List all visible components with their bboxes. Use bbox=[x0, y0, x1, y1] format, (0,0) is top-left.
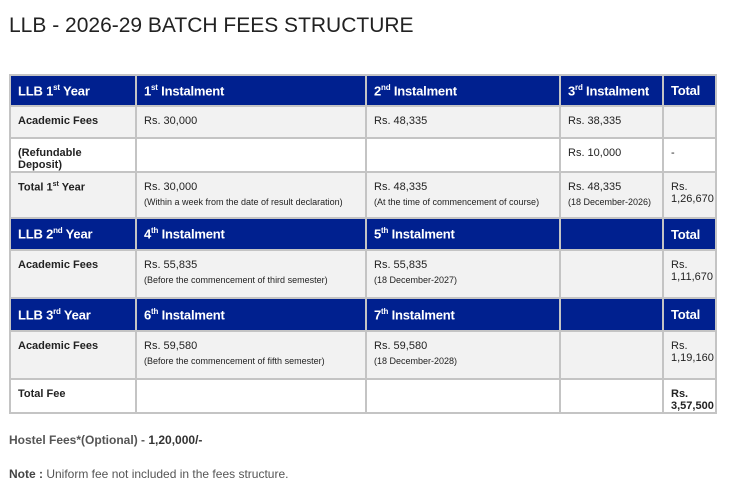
empty-cell bbox=[560, 379, 663, 413]
year3-header-label: LLB 3rd Year bbox=[10, 298, 136, 331]
note-label: Note : bbox=[9, 467, 43, 481]
inst1-amount: Rs. 55,835 bbox=[144, 259, 198, 271]
year3-academic-row bbox=[10, 331, 716, 379]
inst1-cell bbox=[136, 331, 366, 379]
grand-total-row bbox=[10, 379, 716, 413]
year1-deposit-row bbox=[10, 138, 716, 172]
year1-header-inst3: 3rd Instalment bbox=[560, 75, 663, 106]
total-amount bbox=[663, 106, 716, 138]
year3-header-inst3 bbox=[560, 298, 663, 331]
row-label: Academic Fees bbox=[10, 250, 136, 298]
inst1-amount: Rs. 59,580 bbox=[144, 340, 198, 352]
inst1-due-note: (Before the commencement of fifth semester) bbox=[144, 356, 325, 366]
year2-header-label: LLB 2nd Year bbox=[10, 218, 136, 250]
inst2-due-note: (At the time of commencement of course) bbox=[374, 197, 540, 207]
year1-header-row bbox=[10, 75, 716, 106]
inst3-amount: Rs. 38,335 bbox=[560, 106, 663, 138]
year3-header-row bbox=[10, 298, 716, 331]
inst1-cell bbox=[136, 172, 366, 218]
total-amount: Rs. 1,11,670 bbox=[663, 250, 716, 298]
inst2-due-note: (18 December-2027) bbox=[374, 275, 458, 285]
note-text: Uniform fee not included in the fees structure. bbox=[43, 467, 289, 481]
total-amount: Rs. 1,19,160 bbox=[663, 331, 716, 379]
total-amount: - bbox=[663, 138, 716, 172]
hostel-fees-value: 1,20,000/- bbox=[148, 433, 203, 447]
row-label: Academic Fees bbox=[10, 331, 136, 379]
page-title: LLB - 2026-29 BATCH FEES STRUCTURE bbox=[9, 14, 414, 37]
inst2-cell bbox=[366, 172, 560, 218]
empty-cell bbox=[136, 379, 366, 413]
inst3-amount bbox=[560, 250, 663, 298]
inst3-amount: Rs. 48,335 bbox=[568, 181, 622, 193]
row-label: Total 1st Year bbox=[10, 172, 136, 218]
inst1-amount: Rs. 30,000 bbox=[136, 106, 366, 138]
year2-header-row bbox=[10, 218, 716, 250]
year2-header-inst2: 5th Instalment bbox=[366, 218, 560, 250]
inst2-amount bbox=[366, 138, 560, 172]
inst1-amount bbox=[136, 138, 366, 172]
total-amount: Rs. 1,26,670 bbox=[663, 172, 716, 218]
inst3-due-note: (18 December-2026) bbox=[568, 197, 652, 207]
year2-academic-row bbox=[10, 250, 716, 298]
inst1-cell bbox=[136, 250, 366, 298]
row-label: Academic Fees bbox=[10, 106, 136, 138]
hostel-fees bbox=[9, 433, 202, 447]
inst2-cell bbox=[366, 250, 560, 298]
inst1-due-note: (Before the commencement of third semester) bbox=[144, 275, 328, 285]
fee-note bbox=[9, 467, 288, 481]
year3-header-inst1: 6th Instalment bbox=[136, 298, 366, 331]
inst2-due-note: (18 December-2028) bbox=[374, 356, 458, 366]
empty-cell bbox=[366, 379, 560, 413]
inst2-amount: Rs. 48,335 bbox=[366, 106, 560, 138]
grand-total-label: Total Fee bbox=[10, 379, 136, 413]
year1-header-total: Total bbox=[663, 75, 716, 106]
inst2-amount: Rs. 55,835 bbox=[374, 259, 428, 271]
year1-header-label: LLB 1st Year bbox=[10, 75, 136, 106]
inst2-amount: Rs. 48,335 bbox=[374, 181, 428, 193]
year3-header-total: Total bbox=[663, 298, 716, 331]
inst1-due-note: (Within a week from the date of result declaration) bbox=[144, 197, 343, 207]
inst2-cell bbox=[366, 331, 560, 379]
year2-header-total: Total bbox=[663, 218, 716, 250]
inst3-cell bbox=[560, 172, 663, 218]
year1-total-row bbox=[10, 172, 716, 218]
year2-header-inst1: 4th Instalment bbox=[136, 218, 366, 250]
year3-header-inst2: 7th Instalment bbox=[366, 298, 560, 331]
inst3-amount: Rs. 10,000 bbox=[560, 138, 663, 172]
year1-header-inst2: 2nd Instalment bbox=[366, 75, 560, 106]
fees-table bbox=[9, 74, 717, 414]
inst3-amount bbox=[560, 331, 663, 379]
hostel-fees-label: Hostel Fees*(Optional) - bbox=[9, 433, 149, 447]
year2-header-inst3 bbox=[560, 218, 663, 250]
grand-total-value: Rs. 3,57,500 bbox=[663, 379, 716, 413]
inst1-amount: Rs. 30,000 bbox=[144, 181, 198, 193]
year1-header-inst1: 1st Instalment bbox=[136, 75, 366, 106]
row-label: (Refundable Deposit) bbox=[10, 138, 136, 172]
inst2-amount: Rs. 59,580 bbox=[374, 340, 428, 352]
year1-academic-row bbox=[10, 106, 716, 138]
